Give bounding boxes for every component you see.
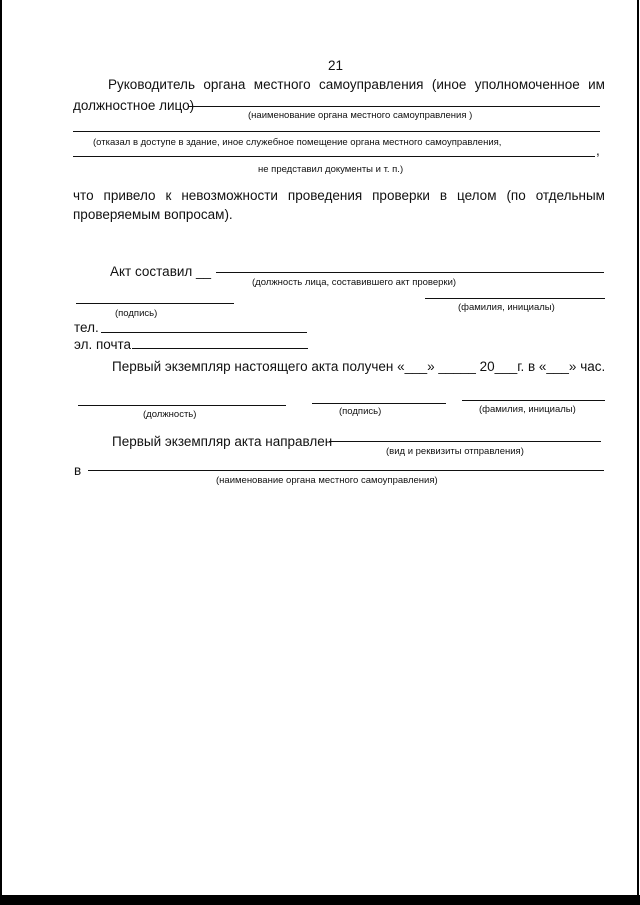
para2-word: невозможности	[181, 188, 278, 203]
caption-act-name: (фамилия, инициалы)	[458, 302, 555, 313]
first-copy-received-text: Первый экземпляр настоящего акта получен «___» _____ 20___г. в «___» час.	[112, 359, 606, 374]
caption-sent-method: (вид и реквизиты отправления)	[386, 446, 524, 457]
para2-word: проведения	[287, 188, 363, 203]
caption-org-name: (наименование органа местного самоуправления )	[248, 110, 473, 121]
act-composed-label: Акт составил __	[110, 264, 212, 279]
para1-word: Руководитель	[108, 77, 195, 92]
sent-label: Первый экземпляр акта направлен	[112, 434, 333, 449]
act-signature-field-line	[76, 303, 234, 304]
para1-word: органа	[203, 77, 246, 92]
caption-act-position: (должность лица, составившего акт проверки)	[252, 277, 457, 288]
scan-right-border	[637, 0, 639, 905]
page-number: 21	[328, 58, 344, 73]
caption-first-copy-signature: (подпись)	[339, 406, 382, 417]
org-name-field-line	[188, 106, 600, 107]
email-field-line	[132, 348, 308, 349]
sent-org-field-line	[88, 470, 604, 471]
act-name-field-line	[425, 298, 605, 299]
phone-field-line	[101, 332, 307, 333]
caption-refused: (отказал в доступе в здание, иное служебное помещение органа местного самоуправления,	[93, 137, 502, 148]
para2-word: отдельным	[535, 188, 605, 203]
scan-bottom-border	[0, 895, 640, 905]
para2-word: в	[439, 188, 448, 203]
para2-line1	[73, 188, 605, 203]
para1-word: уполномоченное	[474, 77, 580, 92]
para2-word: что	[73, 188, 94, 203]
para2-word: проверки	[372, 188, 430, 203]
para1-word: самоуправления	[318, 77, 424, 92]
caption-first-copy-position: (должность)	[143, 409, 197, 420]
caption-act-signature: (подпись)	[115, 308, 158, 319]
act-position-field-line	[216, 272, 604, 273]
refused-field-line-2	[73, 156, 595, 157]
para2-line2: проверяемым вопросам).	[73, 207, 233, 222]
sent-method-field-line	[329, 441, 601, 442]
para2-word: (по	[506, 188, 526, 203]
para1-word: (иное	[431, 77, 467, 92]
para1-line2: должностное лицо)	[73, 98, 195, 113]
first-copy-name-field-line	[462, 400, 605, 401]
para1-word: местного	[253, 77, 311, 92]
para1-line1	[108, 77, 605, 92]
sent-prefix: в	[74, 463, 82, 478]
line-comma: ,	[596, 143, 600, 158]
first-copy-position-field-line	[78, 405, 286, 406]
caption-sent-org: (наименование органа местного самоуправления)	[216, 475, 438, 486]
email-label: эл. почта	[74, 337, 132, 352]
caption-first-copy-name: (фамилия, инициалы)	[479, 404, 576, 415]
first-copy-signature-field-line	[312, 403, 446, 404]
para2-word: целом	[457, 188, 497, 203]
phone-label: тел.	[74, 320, 99, 335]
scan-left-border	[0, 0, 2, 905]
para2-word: привело	[103, 188, 156, 203]
para2-word: к	[165, 188, 172, 203]
para1-word: им	[588, 77, 605, 92]
caption-docs: не представил документы и т. п.)	[258, 164, 404, 175]
refused-field-line-1	[73, 131, 600, 132]
